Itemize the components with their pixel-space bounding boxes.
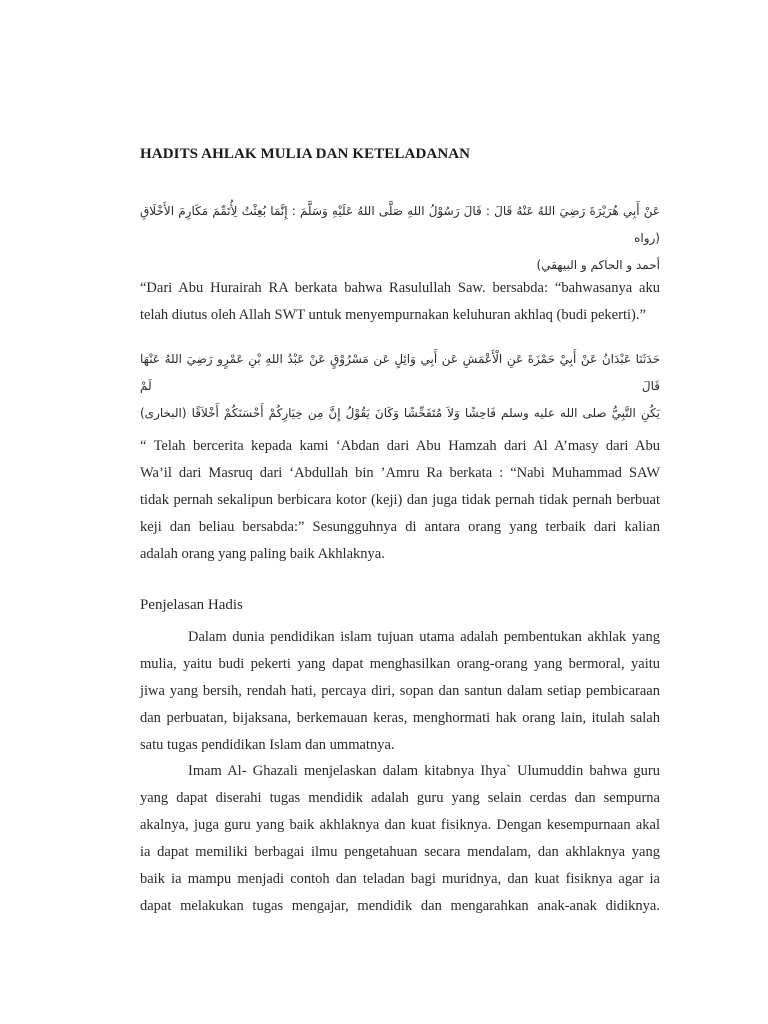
hadith2-translation-line: keji dan beliau bersabda:” Sesungguhnya di antara orang yang terbaik dari kalian [140, 519, 660, 535]
hadith2-translation-line: Wa’il dari Masruq dari ‘Abdullah bin ’Amru Ra berkata : “Nabi Muhammad SAW [140, 465, 660, 481]
paragraph-1-line: dan perbuatan, bijaksana, berkemauan keras, menghormati hak orang lain, itulah salah [140, 710, 660, 726]
hadith2-arabic [140, 346, 660, 427]
paragraph-1-line: Dalam dunia pendidikan islam tujuan utama adalah pembentukan akhlak yang [188, 629, 660, 645]
hadith1-translation [140, 275, 660, 329]
paragraph-1-line: jiwa yang bersih, rendah hati, percaya diri, sopan dan santun dalam setiap pembicaraan [140, 683, 660, 699]
hadith2-arabic-line1: حَدَثَنَا عَبْدَانُ عَنْ أَبِيْ حَمْزَةَ عَنِ الْأَعْمَشِ عَن أَبِي وَائِلٍ عَن مَسْرُوْقٍ عَنْ عَبْدُ اللهِ بْنِ عَمْرٍو رَضِيَ اللهُ عَنْهَا قَالَ لَمْ [140, 352, 660, 393]
hadith2-translation-line: tidak pernah sekalipun berbicara kotor (keji) dan juga tidak pernah tidak pernah berbuat [140, 492, 660, 508]
paragraph-2-line: yang dapat diserahi tugas mendidik adalah guru yang selain cerdas dan sempurna [140, 790, 660, 806]
paragraph-1-line: mulia, yaitu budi pekerti yang dapat menghasilkan orang-orang yang bermoral, yaitu [140, 656, 660, 672]
paragraph-2-line: ia dapat memiliki berbagai ilmu pengetahuan secara mendalam, dan akhlaknya yang [140, 844, 660, 860]
paragraph-2-line: Imam Al- Ghazali menjelaskan dalam kitabnya Ihya` Ulumuddin bahwa guru [188, 763, 660, 779]
hadith1-arabic-line2: أحمد و الحاكم و البيهقي) [536, 258, 660, 272]
hadith1-arabic-line1: عَنْ أَبِي هُرَيْرَةَ رَضِيَ اللهُ عَنْهُ قَالَ : قَالَ رَسُوْلُ اللهِ صَلَّى اللهُ عَلَيْهِ وَسَلَّمَ : إِنَّمَا بُعِثْتُ لِأُتَمِّمَ مَكَارِمَ الأَخْلَاقِ (رواه [140, 204, 660, 245]
paragraph-1 [140, 624, 660, 759]
section-heading: Penjelasan Hadis [140, 597, 243, 613]
hadith1-translation-line1: “Dari Abu Hurairah RA berkata bahwa Rasulullah Saw. bersabda: “bahwasanya aku [140, 280, 660, 296]
document-title: HADITS AHLAK MULIA DAN KETELADANAN [140, 146, 471, 162]
paragraph-2-line: baik ia mampu menjadi contoh dan teladan bagi muridnya, dan kuat fisiknya agar ia [140, 871, 660, 887]
hadith2-translation-line: “ Telah bercerita kepada kami ‘Abdan dari Abu Hamzah dari Al A’masy dari Abu [140, 438, 660, 454]
hadith2-arabic-line2: يَكُنِ النَّبِيُّ صلى الله عليه وسلم فَاحِشًا وَلاَ مُتَفَحِّشًا وَكَانَ يَقُوْلُ إِنَّ مِن خِيَارِكُمْ أَحْسَنَكُمْ أَخْلاَقًا (البخارى) [140, 406, 660, 420]
paragraph-2 [140, 758, 660, 920]
paragraph-2-line: akalnya, juga guru yang baik akhlaknya dan kuat fisiknya. Dengan kesempurnaan akal [140, 817, 660, 833]
hadith1-arabic [140, 198, 660, 279]
hadith1-translation-line2: telah diutus oleh Allah SWT untuk menyempurnakan keluhuran akhlaq (budi pekerti).” [140, 307, 646, 323]
hadith2-translation-line: adalah orang yang paling baik Akhlaknya. [140, 546, 385, 562]
hadith2-translation [140, 433, 660, 568]
paragraph-1-line: satu tugas pendidikan Islam dan ummatnya. [140, 737, 395, 753]
paragraph-2-line: dapat melakukan tugas mengajar, mendidik dan mengarahkan anak-anak didiknya. [140, 898, 660, 914]
